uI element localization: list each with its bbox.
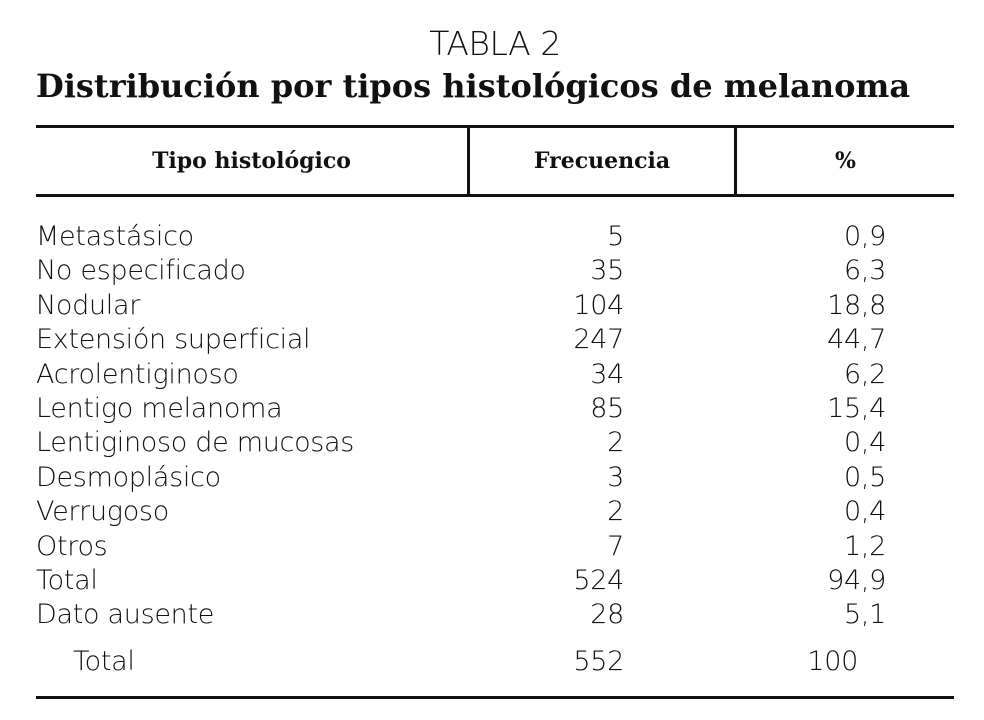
- cell-porcentaje: 18,8: [827, 289, 886, 321]
- cell-tipo: Total: [73, 646, 135, 677]
- cell-tipo: No especificado: [36, 255, 246, 287]
- cell-porcentaje: 0,4: [843, 427, 886, 459]
- header-rule: [36, 194, 954, 197]
- column-header-porcentaje: %: [835, 148, 856, 174]
- cell-porcentaje: 15,4: [827, 392, 886, 424]
- cell-tipo: Acrolentiginoso: [36, 358, 239, 390]
- table-row: [0, 220, 984, 254]
- cell-tipo: Nodular: [36, 289, 141, 321]
- cell-porcentaje: 94,9: [827, 564, 886, 596]
- cell-porcentaje: 0,4: [843, 496, 886, 528]
- table-row: [0, 564, 984, 598]
- cell-tipo: Lentigo melanoma: [36, 392, 283, 424]
- cell-frecuencia: 2: [607, 496, 624, 528]
- top-rule: [36, 125, 954, 128]
- cell-tipo: Lentiginoso de mucosas: [36, 427, 355, 459]
- cell-tipo: Dato ausente: [36, 599, 215, 631]
- cell-porcentaje: 0,9: [843, 221, 886, 252]
- cell-porcentaje: 5,1: [843, 599, 886, 631]
- cell-frecuencia: 7: [607, 530, 624, 562]
- bottom-rule: [36, 696, 954, 699]
- cell-frecuencia: 35: [590, 255, 624, 287]
- column-header-tipo: Tipo histológico: [152, 148, 351, 174]
- cell-porcentaje: 0,5: [843, 461, 886, 493]
- cell-frecuencia: 104: [573, 289, 624, 321]
- table-row: [0, 358, 984, 392]
- cell-tipo: Desmoplásico: [36, 461, 221, 493]
- table-body: [0, 220, 984, 633]
- cell-frecuencia: 28: [590, 599, 624, 631]
- cell-frecuencia: 2: [607, 427, 624, 459]
- table-row: [0, 254, 984, 288]
- cell-frecuencia: 85: [590, 392, 624, 424]
- table-caption-title: Distribución por tipos histológicos de melanoma: [36, 67, 911, 105]
- cell-tipo: Otros: [36, 530, 108, 562]
- cell-frecuencia: 34: [590, 358, 624, 390]
- table-row: [0, 426, 984, 460]
- cell-porcentaje: 44,7: [827, 324, 886, 356]
- cell-frecuencia: 5: [607, 221, 624, 252]
- table-caption-label: TABLA 2: [429, 24, 561, 63]
- cell-porcentaje: 1,2: [843, 530, 886, 562]
- cell-frecuencia: 524: [573, 564, 624, 596]
- table-row: [0, 323, 984, 357]
- table-row: [0, 495, 984, 529]
- table-row: [0, 289, 984, 323]
- table-row: [0, 461, 984, 495]
- table-row: [0, 598, 984, 632]
- cell-frecuencia: 247: [573, 324, 624, 356]
- table-row: [0, 392, 984, 426]
- cell-porcentaje: 6,3: [843, 255, 886, 287]
- cell-porcentaje: 6,2: [843, 358, 886, 390]
- column-header-frecuencia: Frecuencia: [533, 148, 671, 174]
- cell-frecuencia: 552: [573, 646, 624, 677]
- cell-tipo: Verrugoso: [36, 496, 169, 528]
- cell-porcentaje: 100: [807, 646, 858, 677]
- cell-frecuencia: 3: [607, 461, 624, 493]
- table-row: [0, 530, 984, 564]
- cell-tipo: Metastásico: [36, 221, 194, 252]
- cell-tipo: Total: [36, 564, 98, 596]
- cell-tipo: Extensión superficial: [36, 324, 311, 356]
- total-row: [0, 644, 984, 680]
